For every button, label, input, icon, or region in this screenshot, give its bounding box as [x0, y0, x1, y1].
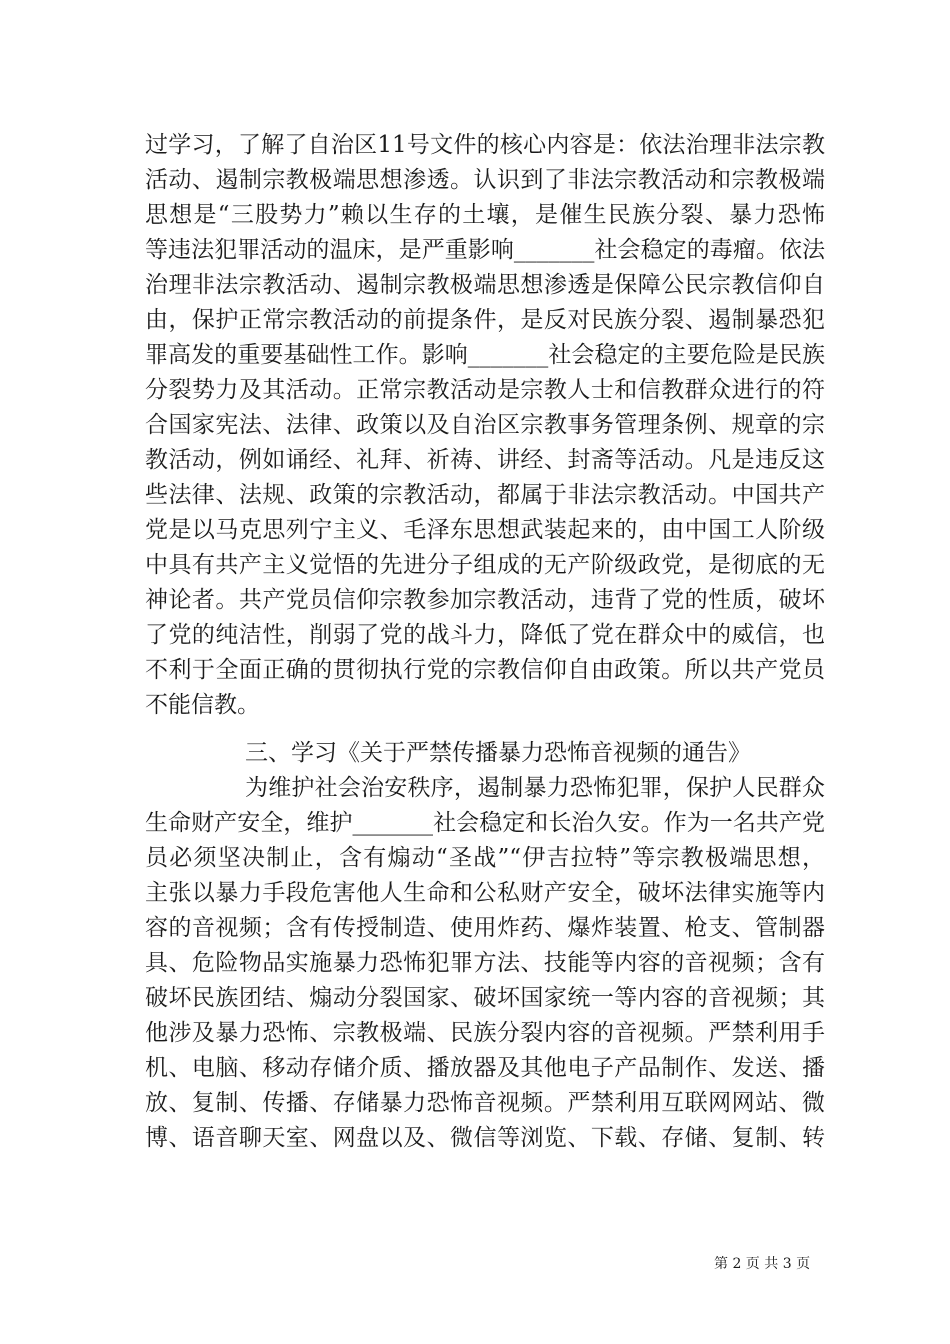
body-text-line: 具、危险物品实施暴力恐怖犯罪方法、技能等内容的音视频；含有	[145, 950, 825, 976]
body-text-line: 生命财产安全，维护_______社会稳定和长治久安。作为一名共产党	[145, 810, 825, 836]
body-text-line: 党是以马克思列宁主义、毛泽东思想武装起来的，由中国工人阶级	[145, 517, 825, 543]
body-text-line: 神论者。共产党员信仰宗教参加宗教活动，违背了党的性质，破坏	[145, 587, 825, 613]
body-text-line: 思想是“三股势力”赖以生存的土壤，是催生民族分裂、暴力恐怖	[145, 202, 825, 228]
body-text-line: 教活动，例如诵经、礼拜、祈祷、讲经、封斋等活动。凡是违反这	[145, 447, 825, 473]
body-text-line: 治理非法宗教活动、遏制宗教极端思想渗透是保障公民宗教信仰自	[145, 272, 825, 298]
page-number-footer: 第 2 页 共 3 页	[714, 1256, 811, 1272]
body-text-line: 破坏民族团结、煽动分裂国家、破坏国家统一等内容的音视频；其	[145, 985, 825, 1011]
body-text-line: 些法律、法规、政策的宗教活动，都属于非法宗教活动。中国共产	[145, 482, 825, 508]
body-text-line: 罪高发的重要基础性工作。影响_______社会稳定的主要危险是民族	[145, 342, 825, 368]
body-text-line: 不利于全面正确的贯彻执行党的宗教信仰自由政策。所以共产党员	[145, 657, 825, 683]
body-text-line: 员必须坚决制止，含有煽动“圣战”“伊吉拉特”等宗教极端思想，	[145, 845, 825, 871]
body-text-line: 放、复制、传播、存储暴力恐怖音视频。严禁利用互联网网站、微	[145, 1090, 825, 1116]
body-text-line: 分裂势力及其活动。正常宗教活动是宗教人士和信教群众进行的符	[145, 377, 825, 403]
body-text-line: 主张以暴力手段危害他人生命和公私财产安全，破坏法律实施等内	[145, 880, 825, 906]
body-text-line: 为维护社会治安秩序，遏制暴力恐怖犯罪，保护人民群众	[245, 775, 825, 801]
body-text-line: 不能信教。	[145, 692, 260, 718]
body-text-line: 等违法犯罪活动的温床，是严重影响_______社会稳定的毒瘤。依法	[145, 237, 825, 263]
body-text-line: 了党的纯洁性，削弱了党的战斗力，降低了党在群众中的威信，也	[145, 622, 825, 648]
body-text-line: 他涉及暴力恐怖、宗教极端、民族分裂内容的音视频。严禁利用手	[145, 1020, 825, 1046]
body-text-line: 博、语音聊天室、网盘以及、微信等浏览、下载、存储、复制、转	[145, 1125, 825, 1151]
body-text-line: 过学习，了解了自治区11号文件的核心内容是：依法治理非法宗教	[145, 132, 825, 158]
body-text-line: 机、电脑、移动存储介质、播放器及其他电子产品制作、发送、播	[145, 1055, 825, 1081]
body-text-line: 由，保护正常宗教活动的前提条件，是反对民族分裂、遏制暴恐犯	[145, 307, 825, 333]
body-text-line: 容的音视频；含有传授制造、使用炸药、爆炸装置、枪支、管制器	[145, 915, 825, 941]
section-heading: 三、学习《关于严禁传播暴力恐怖音视频的通告》	[245, 740, 751, 766]
body-text-line: 活动、遏制宗教极端思想渗透。认识到了非法宗教活动和宗教极端	[145, 167, 825, 193]
body-text-line: 合国家宪法、法律、政策以及自治区宗教事务管理条例、规章的宗	[145, 412, 825, 438]
body-text-line: 中具有共产主义觉悟的先进分子组成的无产阶级政党，是彻底的无	[145, 552, 825, 578]
